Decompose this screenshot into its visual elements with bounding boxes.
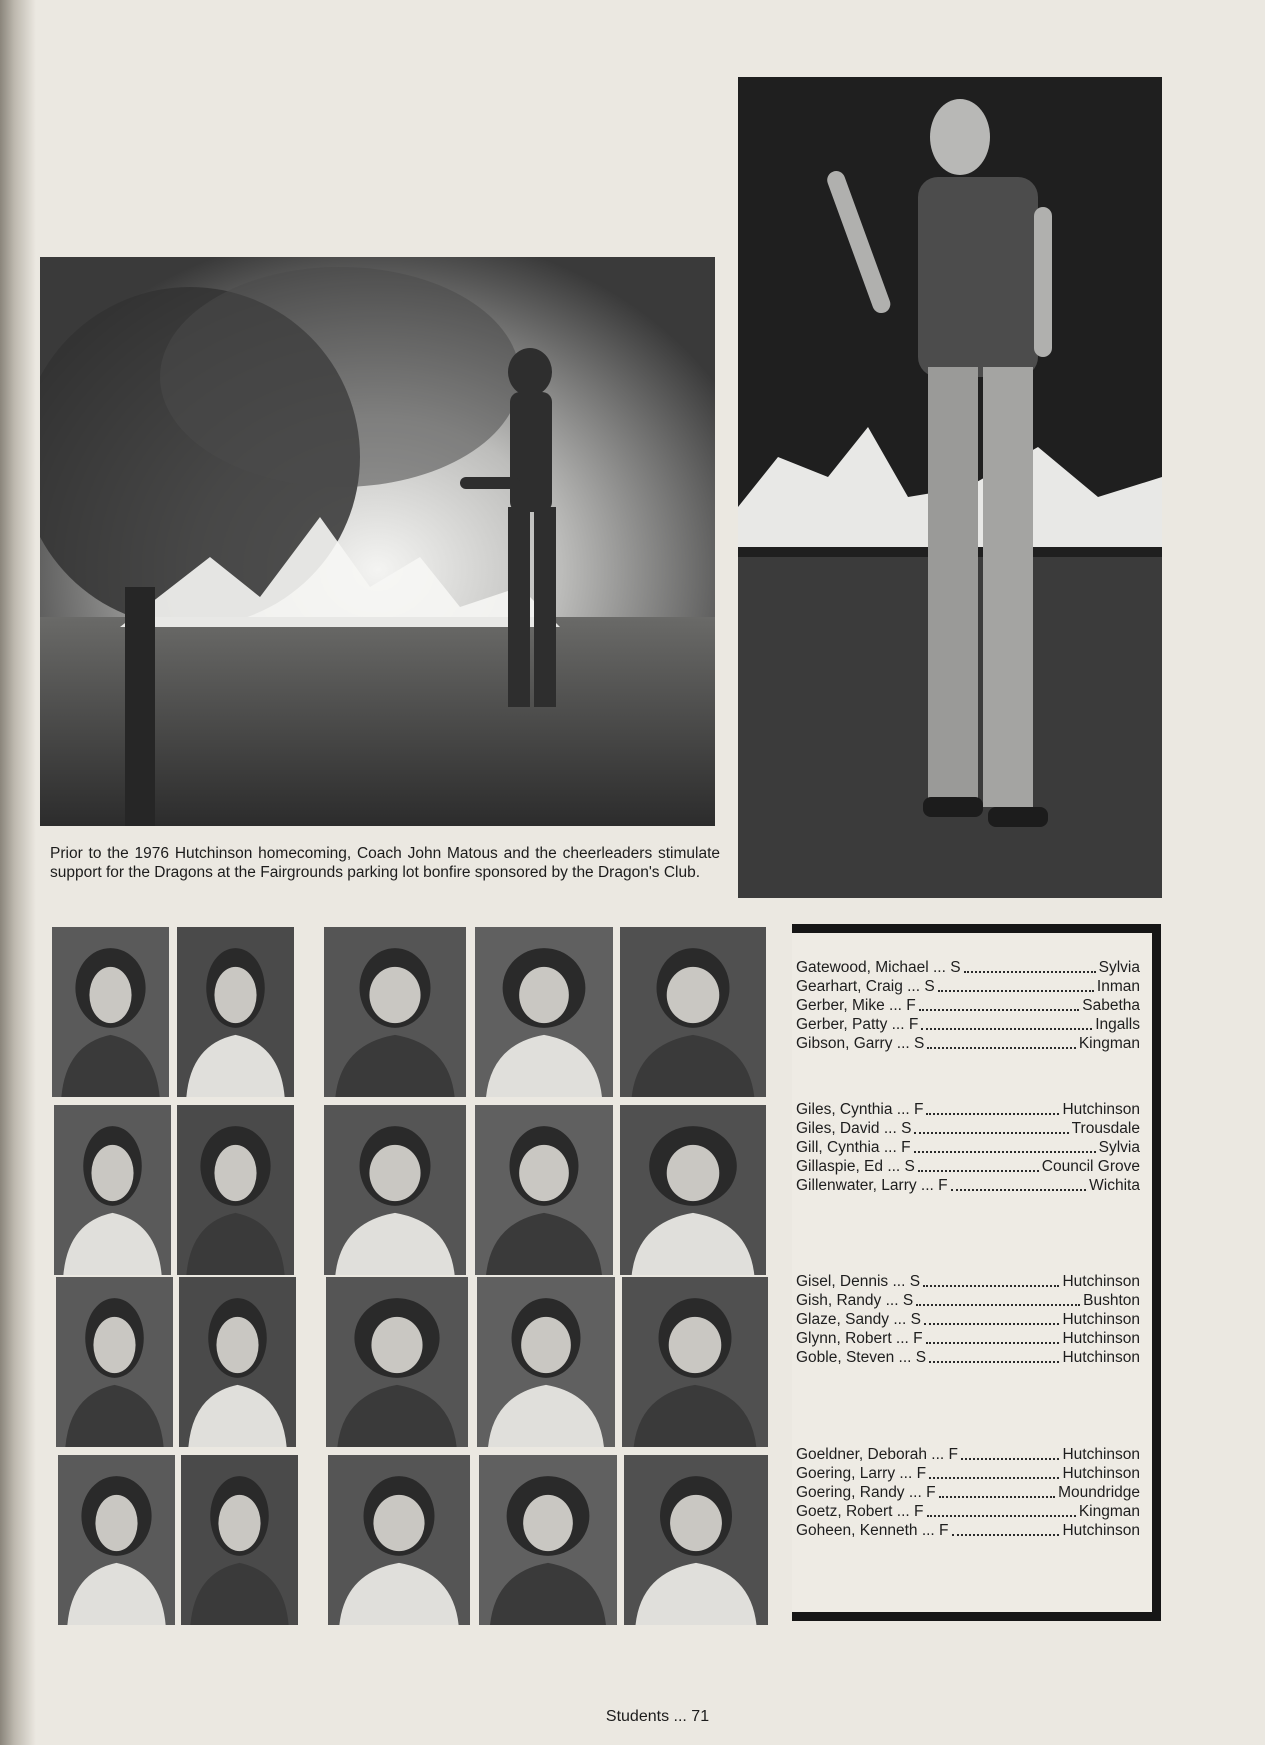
portrait [324,927,466,1097]
name-group-2 [796,1100,1140,1195]
name-row: Goeldner, Deborah ... F Hutchinson [796,1446,1140,1463]
portrait [177,1105,294,1275]
name-row: Glaze, Sandy ... S Hutchinson [796,1311,1140,1328]
name-row: Gearhart, Craig ... S Inman [796,978,1140,995]
portrait [177,927,294,1097]
portrait [181,1455,298,1625]
portrait [475,927,613,1097]
name-row: Gatewood, Michael ... S Sylvia [796,959,1140,976]
page-binding-shadow [0,0,36,1745]
name-row: Giles, Cynthia ... F Hutchinson [796,1101,1140,1118]
name-row: Goheen, Kenneth ... F Hutchinson [796,1522,1140,1539]
portrait [622,1277,768,1447]
name-row: Gillaspie, Ed ... S Council Grove [796,1158,1140,1175]
name-row: Gill, Cynthia ... F Sylvia [796,1139,1140,1156]
name-row: Gillenwater, Larry ... F Wichita [796,1177,1140,1194]
portrait [56,1277,173,1447]
portrait [328,1455,470,1625]
name-group-3 [796,1272,1140,1367]
name-group-4 [796,1445,1140,1540]
name-row: Goetz, Robert ... F Kingman [796,1503,1140,1520]
page-footer: Students ... 71 [605,1708,710,1725]
portrait [179,1277,296,1447]
portrait [54,1105,171,1275]
name-row: Gisel, Dennis ... S Hutchinson [796,1273,1140,1290]
name-row: Giles, David ... S Trousdale [796,1120,1140,1137]
portrait [620,1105,766,1275]
name-row: Gish, Randy ... S Bushton [796,1292,1140,1309]
portrait [479,1455,617,1625]
name-row: Glynn, Robert ... F Hutchinson [796,1330,1140,1347]
portrait [326,1277,468,1447]
portrait [324,1105,466,1275]
name-group-1 [796,958,1140,1053]
portrait [477,1277,615,1447]
name-row: Gibson, Garry ... S Kingman [796,1035,1140,1052]
name-row: Goering, Randy ... F Moundridge [796,1484,1140,1501]
portrait [620,927,766,1097]
coach-photo [738,77,1162,898]
name-row: Goble, Steven ... S Hutchinson [796,1349,1140,1366]
name-row: Gerber, Mike ... F Sabetha [796,997,1140,1014]
portrait [475,1105,613,1275]
name-row: Goering, Larry ... F Hutchinson [796,1465,1140,1482]
portrait [624,1455,768,1625]
portrait [52,927,169,1097]
name-row: Gerber, Patty ... F Ingalls [796,1016,1140,1033]
photo-caption: Prior to the 1976 Hutchinson homecoming, Coach John Matous and the cheerleaders stimulate support for the Dragons at the Fairgrounds parking lot bonfire sponsored by the Dragon's Club. [50,845,720,881]
bonfire-photo [40,257,715,826]
portrait-grid [50,925,768,1625]
portrait [58,1455,175,1625]
